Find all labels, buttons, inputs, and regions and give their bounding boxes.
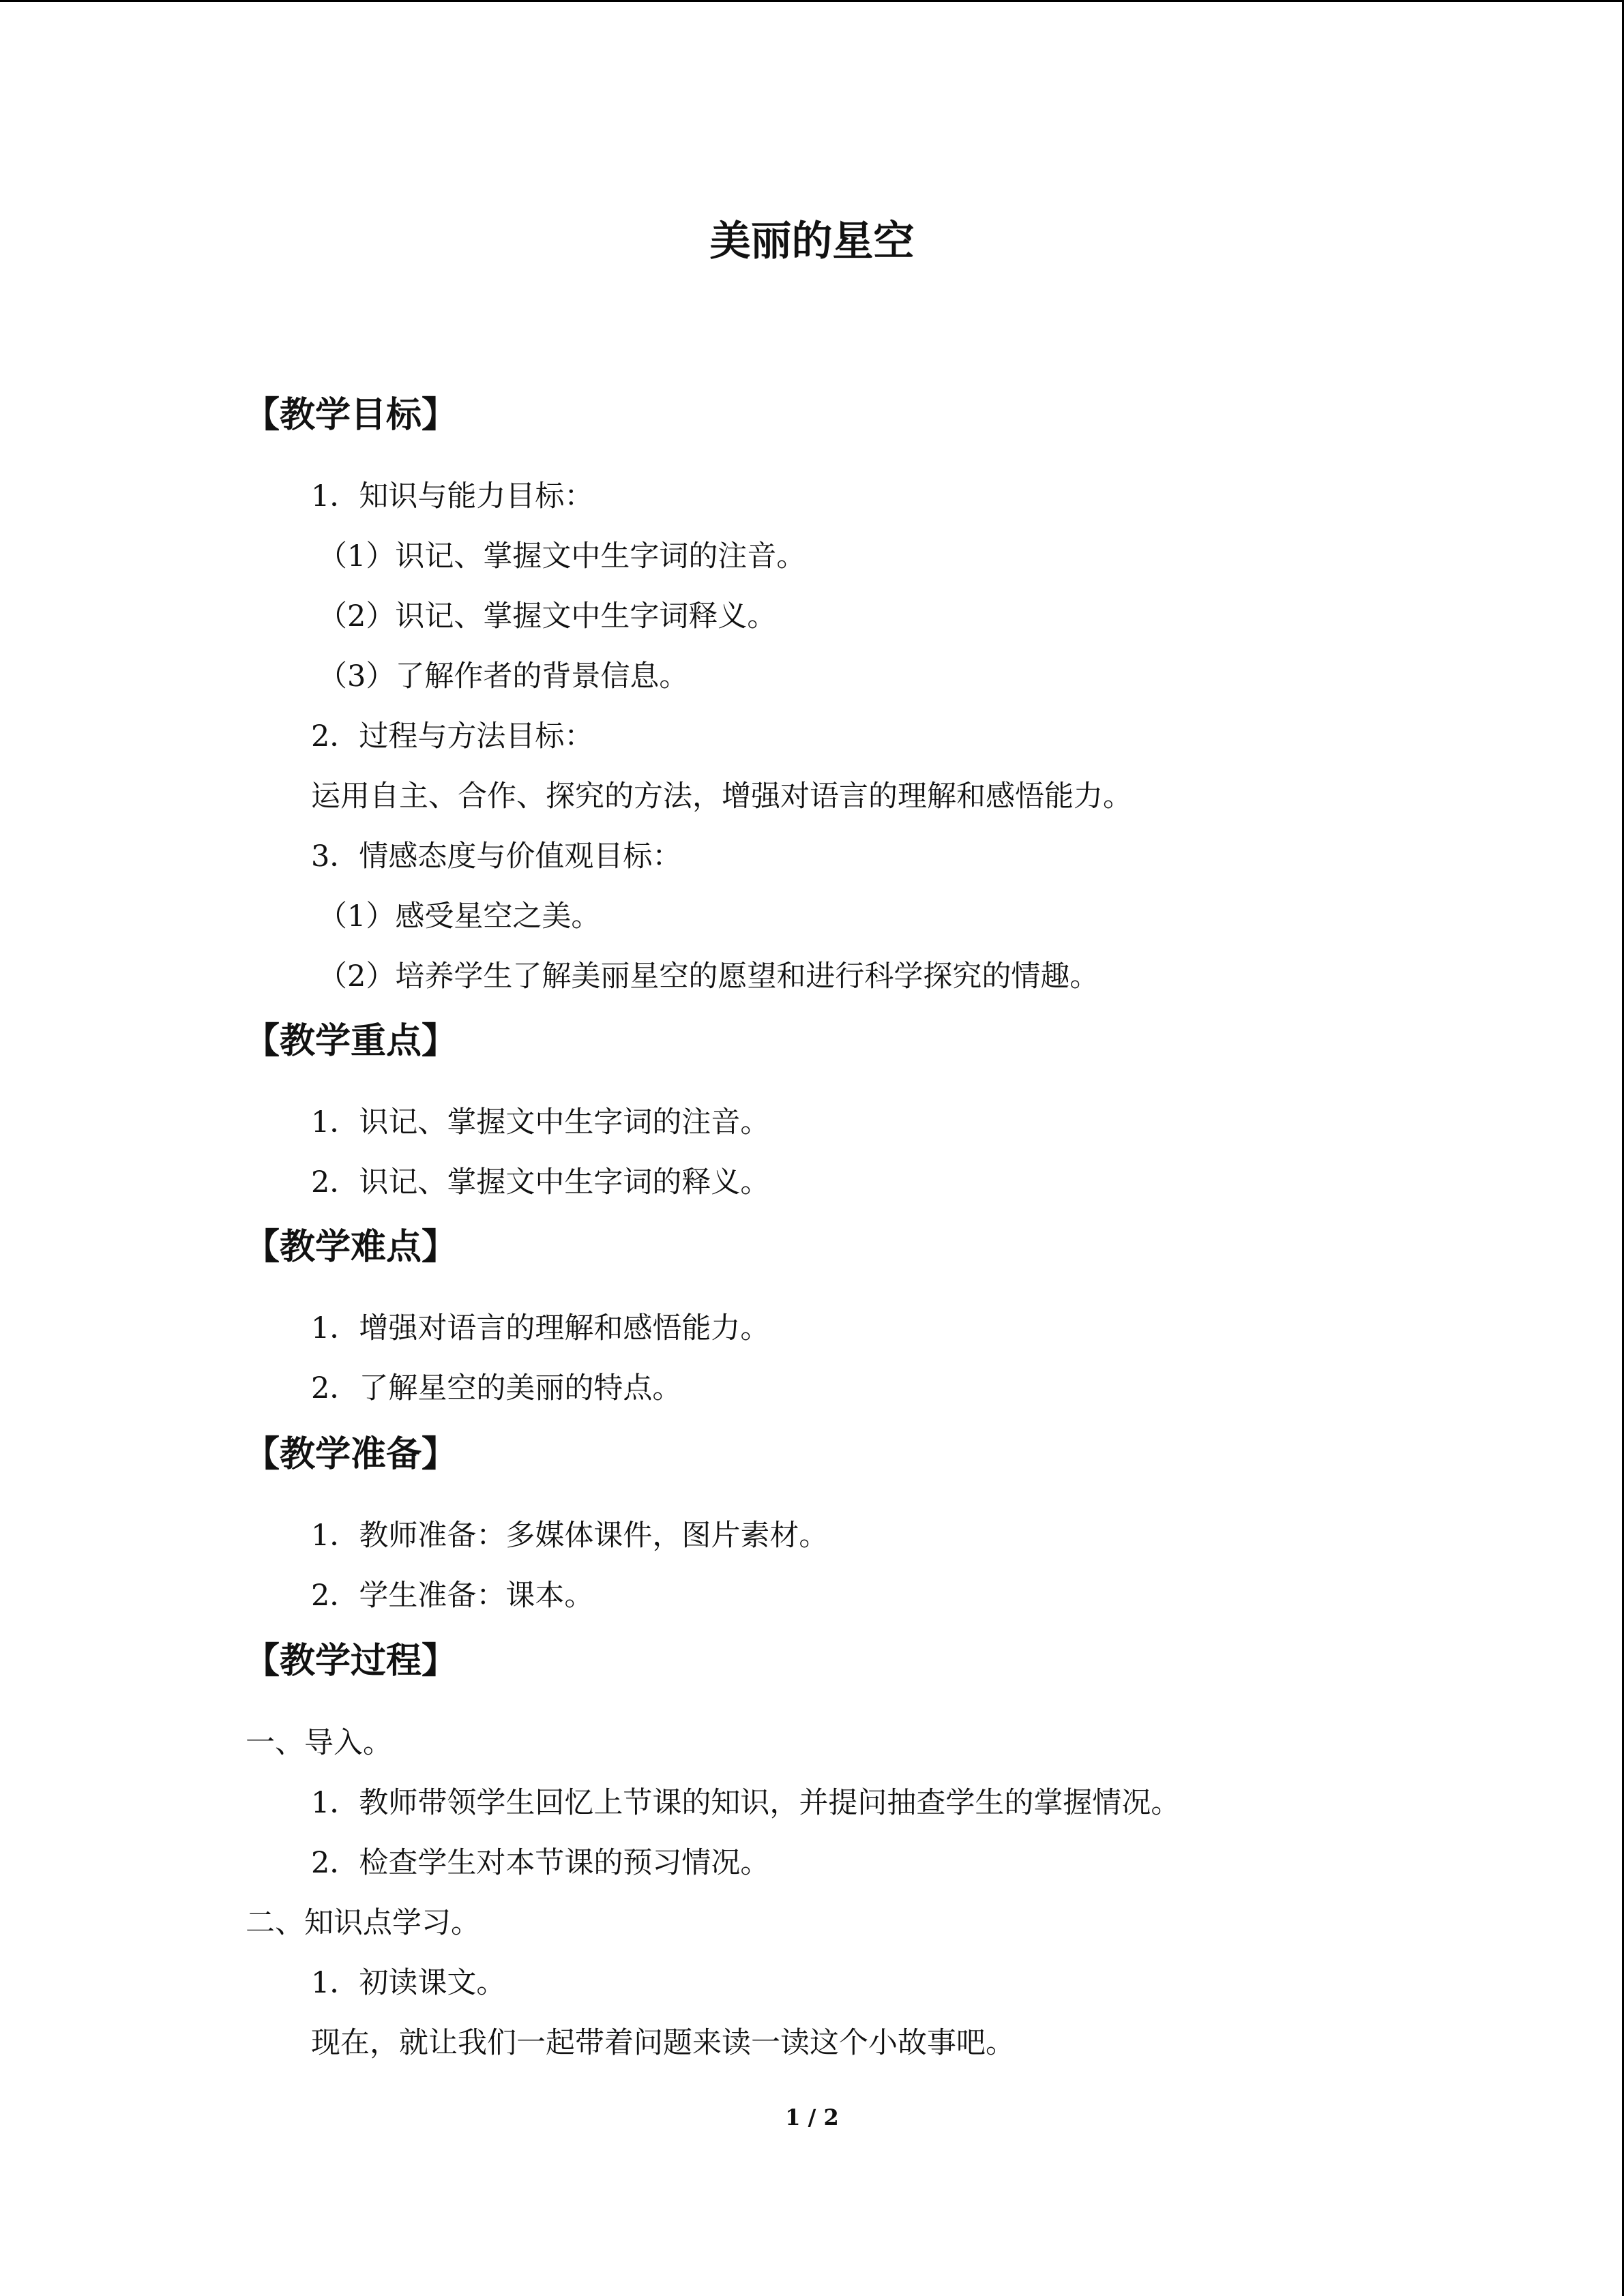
preparation-line: 2．学生准备：课本。 (311, 1579, 594, 1613)
objective-line: 运用自主、合作、探究的方法，增强对语言的理解和感悟能力。 (311, 779, 1132, 814)
difficulty-line: 1．增强对语言的理解和感悟能力。 (311, 1311, 770, 1345)
process-line: 1．教师带领学生回忆上节课的知识，并提问抽查学生的掌握情况。 (311, 1786, 1181, 1820)
objective-line: （3）了解作者的背景信息。 (318, 659, 689, 694)
preparation-line: 1．教师准备：多媒体课件，图片素材。 (311, 1519, 829, 1553)
objective-line: （1）识记、掌握文中生字词的注音。 (318, 539, 806, 573)
section-heading-difficulties: 【教学难点】 (244, 1227, 458, 1268)
objective-line: 2．过程与方法目标： (311, 719, 594, 754)
section-heading-key-points: 【教学重点】 (244, 1021, 458, 1062)
key-point-line: 2．识记、掌握文中生字词的释义。 (311, 1165, 770, 1199)
key-point-line: 1．识记、掌握文中生字词的注音。 (311, 1105, 770, 1139)
document-title: 美丽的星空 (709, 218, 915, 265)
process-line: 一、导入。 (246, 1726, 392, 1760)
section-heading-process: 【教学过程】 (244, 1641, 458, 1682)
objective-line: （2）识记、掌握文中生字词释义。 (318, 599, 777, 633)
objective-line: 1．知识与能力目标： (311, 479, 594, 513)
section-heading-objectives: 【教学目标】 (244, 395, 458, 436)
process-line: 2．检查学生对本节课的预习情况。 (311, 1846, 770, 1880)
process-line: 二、知识点学习。 (246, 1906, 480, 1940)
process-line: 1．初读课文。 (311, 1966, 506, 2000)
objective-line: （1）感受星空之美。 (318, 899, 601, 934)
page-indicator: 1 / 2 (785, 2104, 839, 2130)
objective-line: 3．情感态度与价值观目标： (311, 839, 682, 874)
section-heading-preparation: 【教学准备】 (244, 1434, 458, 1475)
process-line: 现在，就让我们一起带着问题来读一读这个小故事吧。 (311, 2026, 1015, 2060)
difficulty-line: 2．了解星空的美丽的特点。 (311, 1371, 682, 1405)
objective-line: （2）培养学生了解美丽星空的愿望和进行科学探究的情趣。 (318, 959, 1099, 994)
